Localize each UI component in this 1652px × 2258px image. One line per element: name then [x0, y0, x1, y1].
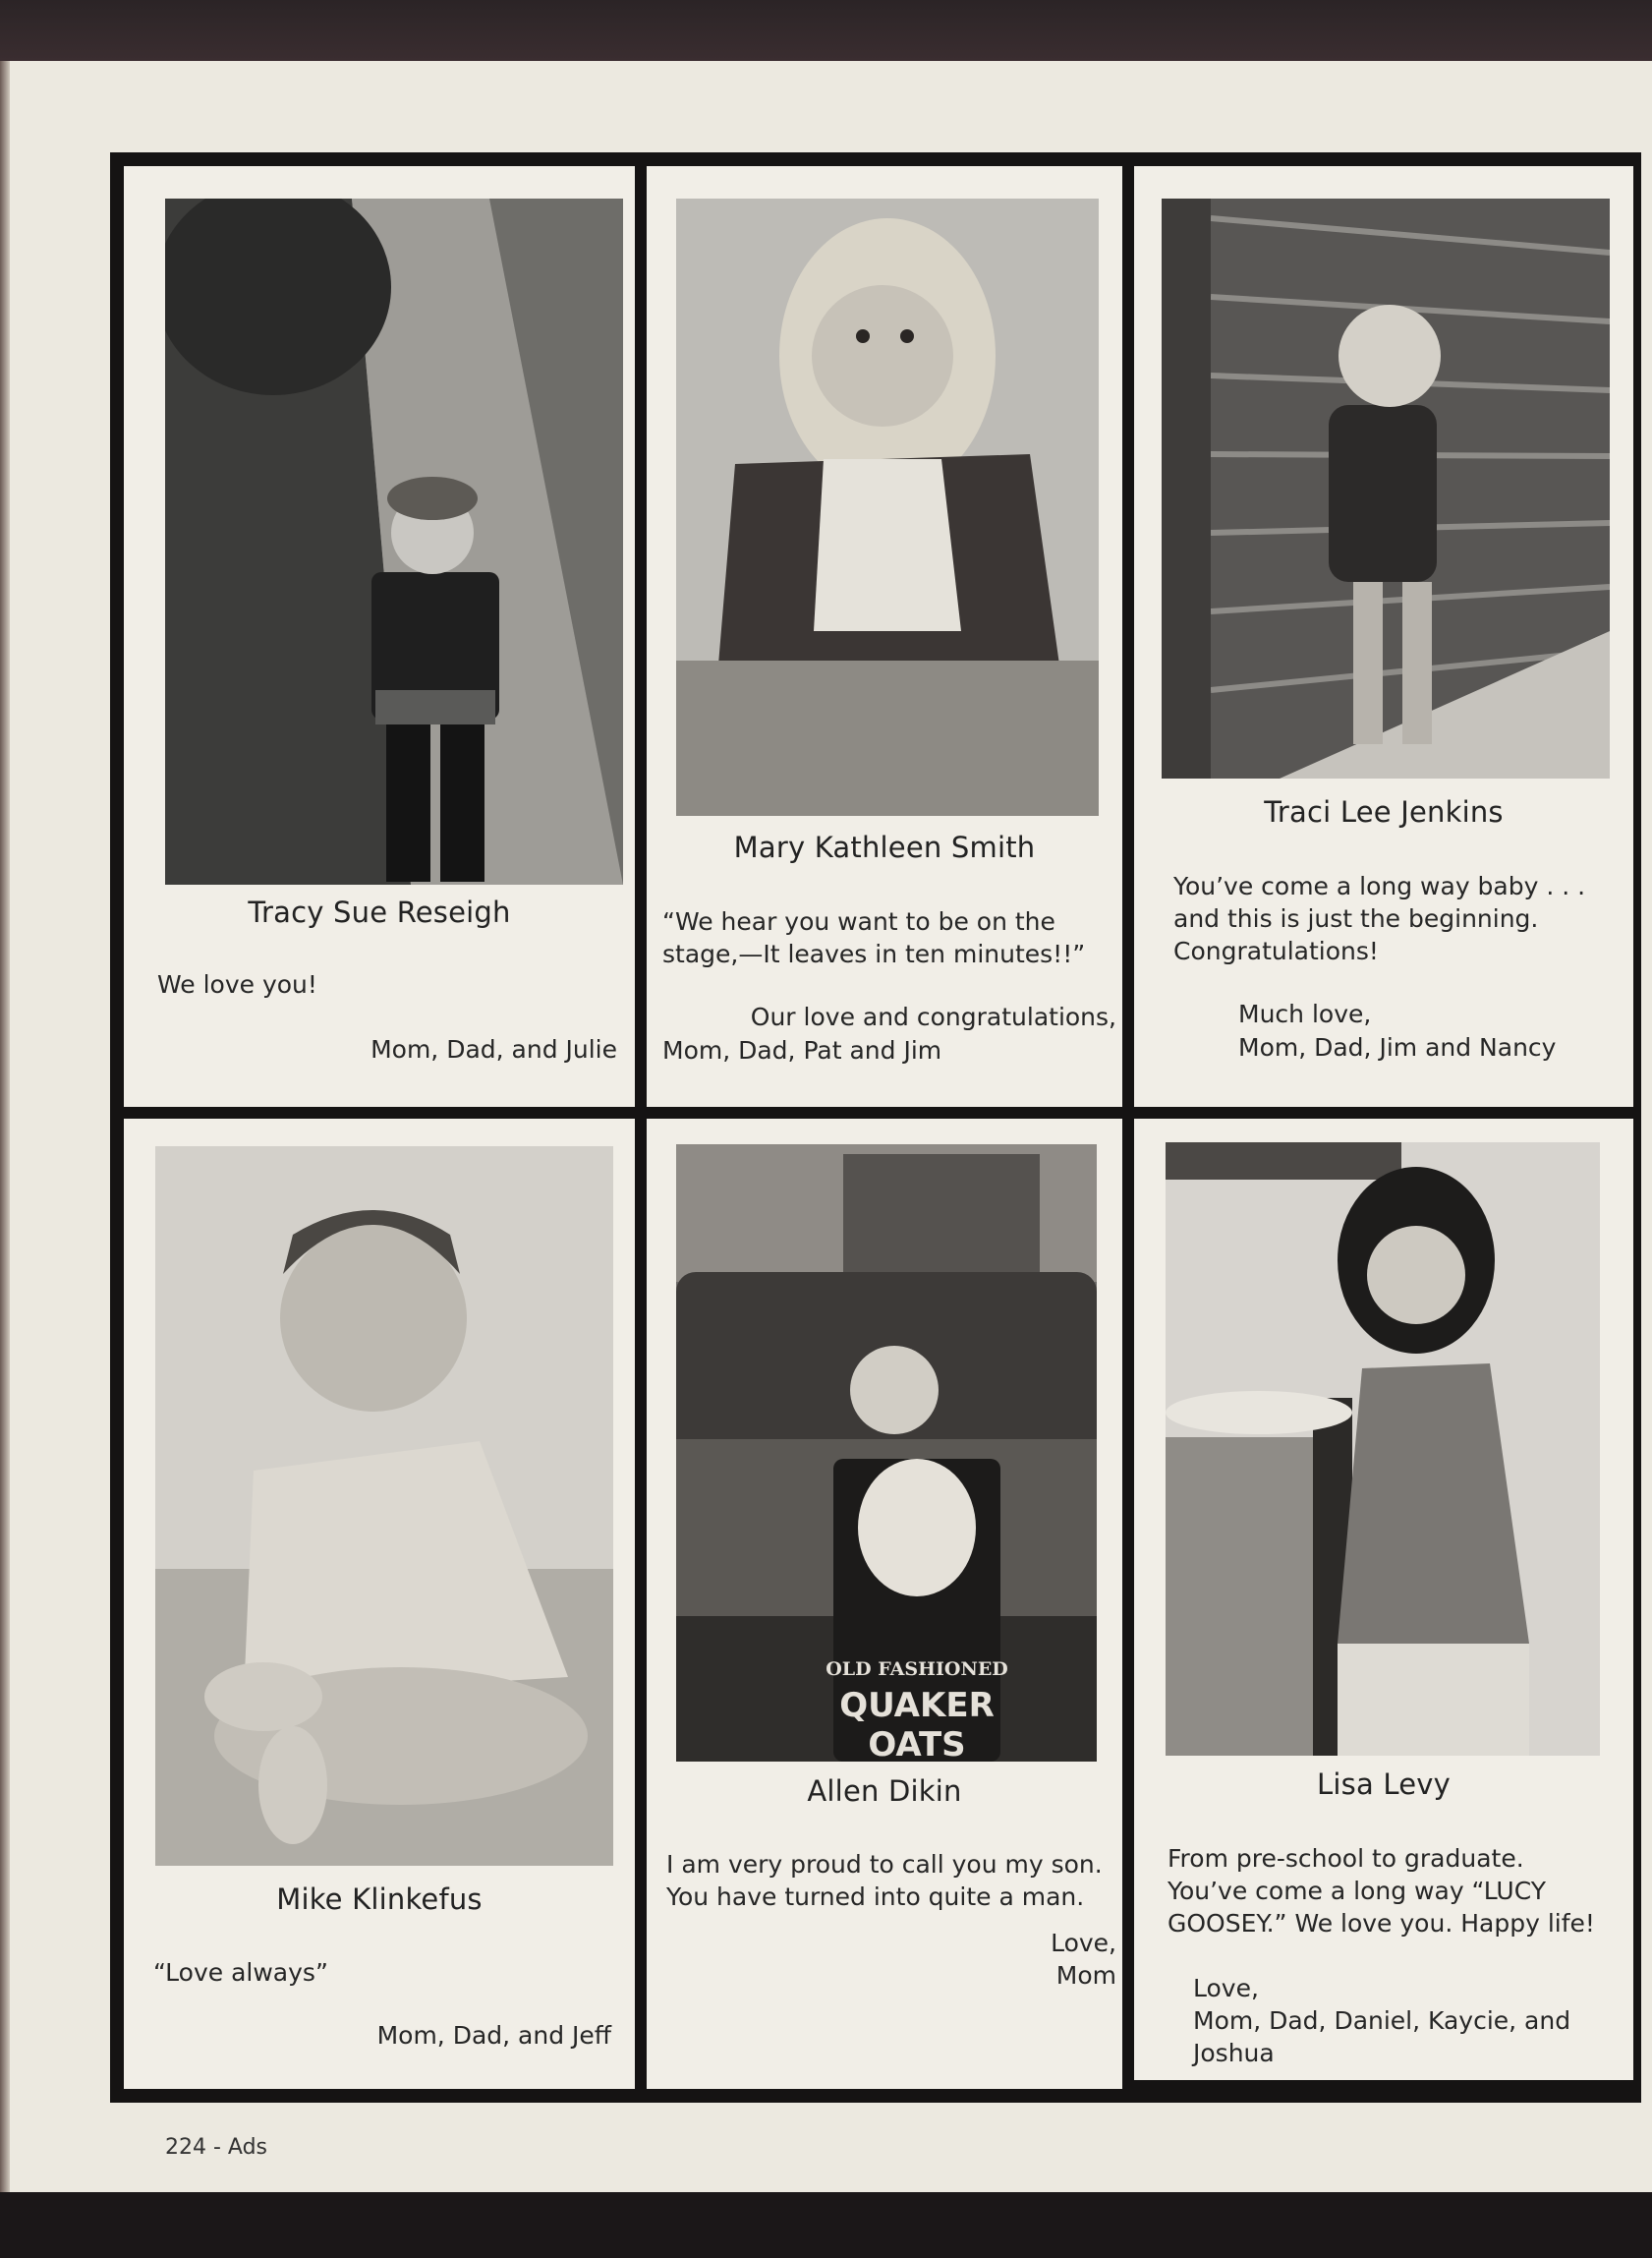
scan-background-top — [0, 0, 1652, 61]
ad-message: “We hear you want to be on the stage,—It leaves in ten minutes!!” — [662, 907, 1086, 968]
page-folio: 224 - Ads — [165, 2135, 268, 2160]
ad-name: Allen Dikin — [807, 1774, 962, 1808]
ad-signature: Mom — [1055, 1961, 1116, 1990]
ad-signature: Mom, Dad, Daniel, Kaycie, and Joshua — [1193, 2006, 1571, 2067]
ad-cell-allen — [647, 1119, 1122, 2089]
ad-name: Lisa Levy — [1317, 1767, 1451, 1801]
ad-cell-mary — [647, 166, 1122, 1107]
ad-cell-lisa — [1134, 1119, 1633, 2080]
ad-cell-traci — [1134, 166, 1633, 1107]
ad-name: Mike Klinkefus — [276, 1882, 483, 1916]
ad-signature: Mom, Dad, and Jeff — [376, 2021, 611, 2050]
ad-photo — [676, 199, 1099, 816]
ad-name: Traci Lee Jenkins — [1264, 795, 1504, 829]
ad-message: “Love always” — [153, 1958, 328, 1987]
ad-name: Mary Kathleen Smith — [733, 831, 1036, 864]
ad-closing: Love, — [1051, 1929, 1116, 1957]
toddler-by-garage-photo — [1162, 199, 1610, 779]
ad-closing: Much love, — [1238, 1000, 1372, 1028]
ad-cell-mike — [124, 1119, 635, 2089]
ad-name: Tracy Sue Reseigh — [248, 896, 511, 929]
canister-label-line2: QUAKER — [839, 1686, 995, 1725]
page-binding-edge — [0, 61, 10, 2192]
ad-photo — [155, 1146, 613, 1866]
canister-label-line3: OATS — [868, 1725, 966, 1762]
ad-message: I am very proud to call you my son. You have turned into quite a man. — [666, 1850, 1103, 1911]
ad-cell-tracy — [124, 166, 635, 1107]
ad-message: We love you! — [157, 970, 317, 999]
girl-portrait-photo — [676, 199, 1099, 816]
toddler-on-sidewalk-photo — [165, 199, 623, 885]
ad-signature: Mom, Dad, Pat and Jim — [662, 1036, 942, 1065]
baby-sitting-photo — [155, 1146, 613, 1866]
ad-closing: Our love and congratulations, — [750, 1003, 1116, 1031]
ad-signature: Mom, Dad, and Julie — [370, 1035, 617, 1064]
ad-message: From pre-school to graduate. You’ve come a long way “LUCY GOOSEY.” We love you. Happy life! — [1168, 1844, 1595, 1938]
ad-photo — [165, 199, 623, 885]
ad-signature: Mom, Dad, Jim and Nancy — [1238, 1033, 1557, 1062]
scan-background-bottom — [0, 2192, 1652, 2258]
ad-photo — [1166, 1142, 1600, 1756]
girl-in-checkered-dress-photo — [1166, 1142, 1600, 1756]
canister-label-line1: OLD FASHIONED — [826, 1658, 1008, 1680]
baby-in-oats-canister-photo — [676, 1144, 1097, 1762]
ad-photo — [676, 1144, 1097, 1762]
ad-message: You’ve come a long way baby . . . and this is just the beginning. Congratulations! — [1173, 872, 1586, 965]
ad-closing: Love, — [1193, 1974, 1259, 2002]
ads-grid — [110, 152, 1641, 2103]
ad-photo — [1162, 199, 1610, 779]
